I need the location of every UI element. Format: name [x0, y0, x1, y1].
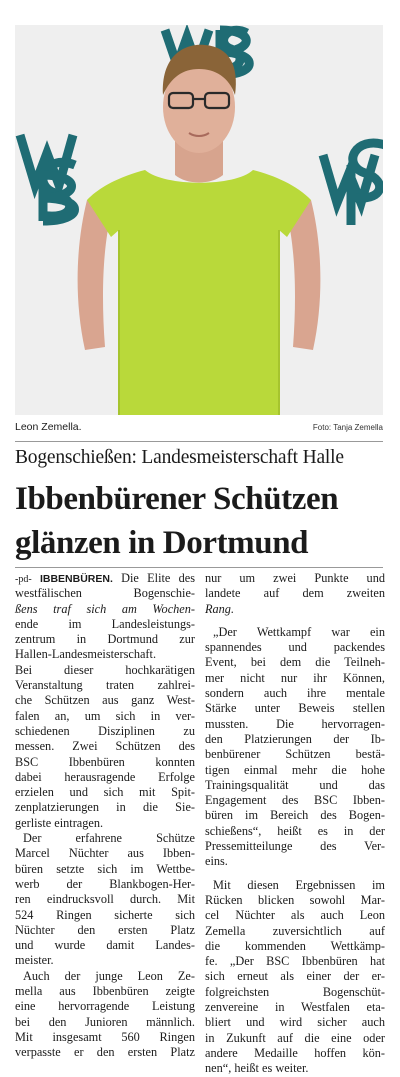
photo-caption: Leon Zemella.	[15, 421, 82, 433]
article-column-left	[15, 571, 195, 1061]
article-line: büren im Bereich des Bogen-	[205, 808, 385, 823]
headline-line-2: glänzen in Dortmund	[15, 525, 309, 561]
dateline: IBBENBÜREN.	[39, 573, 113, 585]
article-first-line	[15, 571, 195, 586]
agency-mark: -pd-	[15, 574, 32, 585]
divider-top	[15, 441, 383, 442]
article-photo	[15, 25, 383, 415]
article-line: cel Nüchter als auch Leon	[205, 908, 385, 923]
article-line: erzielen und sich mit Spit-	[15, 785, 195, 800]
article-line: Nüchter den ersten Platz	[15, 922, 195, 937]
article-line: Rang.	[205, 601, 235, 616]
article-line: benbürener Schützen bestä-	[205, 747, 385, 762]
article-line: bliert und wird sicher auch	[205, 1015, 385, 1030]
article-line: Bei dieser hochkarätigen	[15, 662, 195, 677]
article-line: sondern auch ihre mentale	[205, 686, 385, 701]
article-line: Trainingsqualität und das	[205, 777, 385, 792]
article-line: mussten. Die hervorragen-	[205, 716, 385, 731]
article-line: messen. Zwei Schützen des	[15, 739, 195, 754]
article-line: büren setzte sich im Wettbe-	[15, 861, 195, 876]
article-column-right	[205, 571, 385, 1077]
paragraph-gap	[205, 617, 385, 625]
article-line: Stärke unter Beweis stellen	[205, 701, 385, 716]
article-line: Pressemitteilunge des Ver-	[205, 839, 385, 854]
article-line: andere Medaille hoffen kön-	[205, 1045, 385, 1060]
article-line: mella aus Ibbenbüren zeigte	[15, 984, 195, 999]
article-line: Mit insgesamt 560 Ringen	[15, 1029, 195, 1044]
article-line: Auch der junge Leon Ze-	[23, 968, 195, 983]
article-line: bei den Junioren männlich.	[15, 1014, 195, 1029]
article-line: ende im Landesleistungs-	[15, 616, 195, 631]
article-line: tigen einmal mehr die hohe	[205, 762, 385, 777]
article-line: fe. „Der BSC Ibbenbüren hat	[205, 954, 385, 969]
article-line: Engagement des BSC Ibben-	[205, 793, 385, 808]
article-line: ren eindrucksvoll durch. Mit	[15, 892, 195, 907]
divider-bottom	[15, 567, 383, 568]
article-line: landete auf dem zweiten	[205, 586, 385, 601]
article-line: die kommenden Wettkämp-	[205, 938, 385, 953]
article-line: sich erneut als einer der er-	[205, 969, 385, 984]
article-line: ßens traf sich am Wochen-	[15, 601, 195, 616]
article-line: dabei herausragende Erfolge	[15, 769, 195, 784]
article-kicker: Bogenschießen: Landesmeisterschaft Halle	[15, 447, 344, 468]
article-headline	[15, 477, 385, 565]
article-line: nur um zwei Punkte und	[205, 571, 385, 585]
photo-illustration	[15, 25, 383, 415]
article-line: verpasste er den ersten Platz	[15, 1045, 195, 1060]
paragraph-gap	[205, 870, 385, 878]
article-line: zentrum in Dortmund zur	[15, 632, 195, 647]
article-line: werb der Blankbogen-Her-	[15, 876, 195, 891]
headline-line-1: Ibbenbürener Schützen	[15, 481, 339, 517]
article-line: schiedenen Disziplinen zu	[15, 723, 195, 738]
article-line: eine hervorragende Leistung	[15, 999, 195, 1014]
article-line: folgreichsten Bogenschüt-	[205, 984, 385, 999]
article-line: „Der Wettkampf war ein	[213, 624, 385, 639]
article-line: Hallen-Landesmeisterschaft.	[15, 647, 157, 662]
article-line: westfälischen Bogenschie-	[15, 586, 195, 601]
article-line: che Schützen aus ganz West-	[15, 693, 195, 708]
article-line: Event, bei dem die Teilneh-	[205, 655, 385, 670]
photo-credit: Foto: Tanja Zemella	[312, 423, 383, 432]
article-line: gerliste eintragen.	[15, 815, 104, 830]
article-line: nen“, heißt es weiter.	[205, 1061, 309, 1076]
article-line: und wurde damit Landes-	[15, 938, 195, 953]
article-line: Veranstaltung traten zahlrei-	[15, 678, 195, 693]
article-line: 524 Ringen sicherte sich	[15, 907, 195, 922]
article-line: eins.	[205, 854, 228, 869]
article-line: Mit diesen Ergebnissen im	[213, 877, 385, 892]
article-line: in Zukunft auf die eine oder	[205, 1030, 385, 1045]
article-line: falen an, um sich in ver-	[15, 708, 195, 723]
article-line: zenplatzierungen in die Sie-	[15, 800, 195, 815]
article-line: Marcel Nüchter aus Ibben-	[15, 846, 195, 861]
article-line: den Platzierungen der Ib-	[205, 731, 385, 746]
article-line: BSC Ibbenbüren konnten	[15, 754, 195, 769]
first-line-text: Die Elite des	[121, 571, 196, 585]
article-line: schießens“, heißt es in der	[205, 823, 385, 838]
article-line: Zemella zuversichtlich auf	[205, 923, 385, 938]
article-line: Rücken blicken sowohl Mar-	[205, 892, 385, 907]
article-line: meister.	[15, 953, 54, 968]
photo-caption-row	[15, 421, 383, 435]
article-line: spannendes und packendes	[205, 640, 385, 655]
article-line: zenvereine in Westfalen eta-	[205, 1000, 385, 1015]
article-line: mer nicht nur ihr Können,	[205, 670, 385, 685]
article-line: Der erfahrene Schütze	[23, 831, 195, 846]
